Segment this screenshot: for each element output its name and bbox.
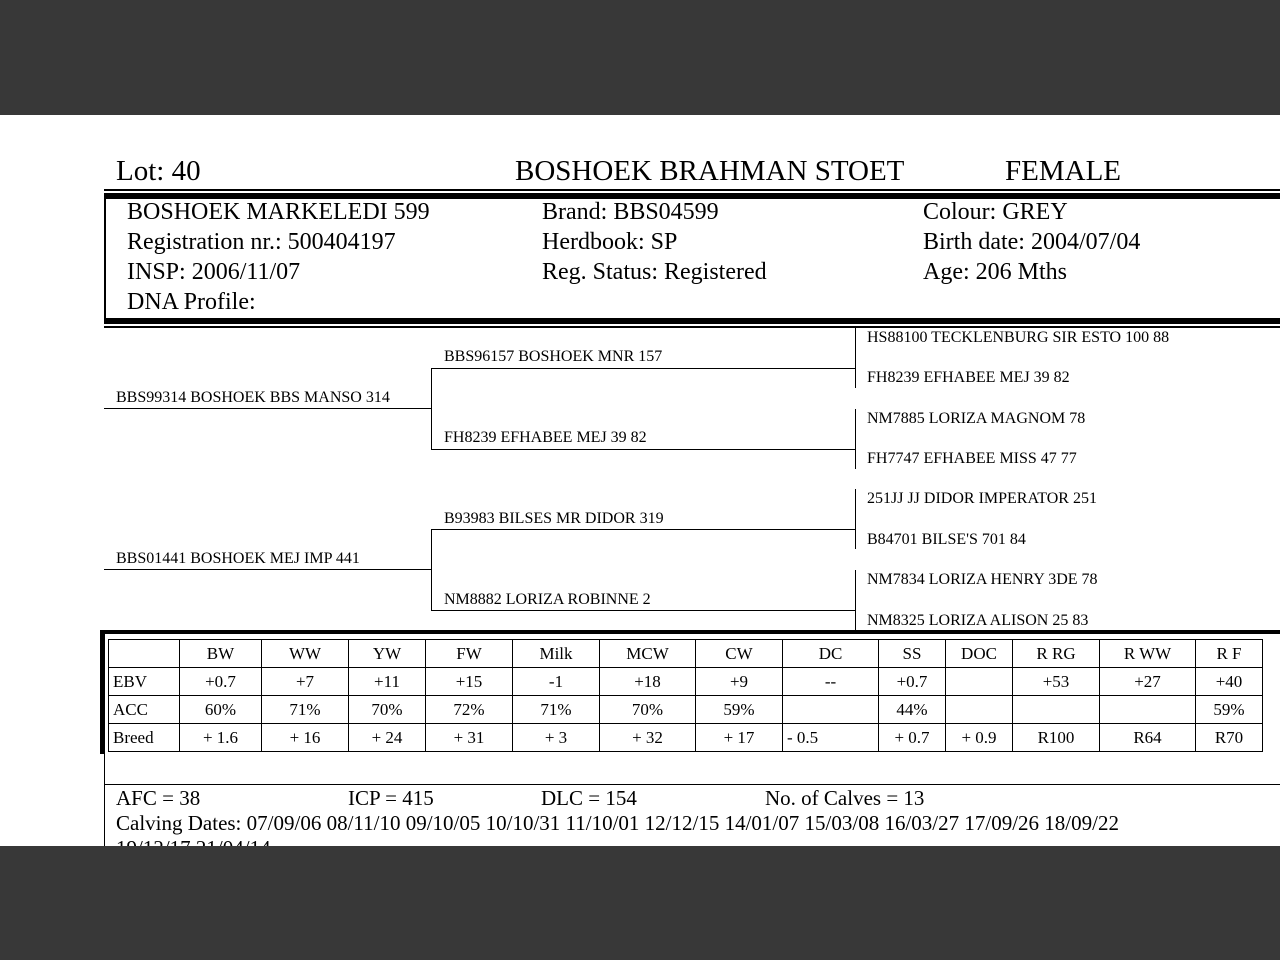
ebv-cell: + 17 [696,724,783,752]
ebv-cell: 71% [513,696,600,724]
ebv-cell: 70% [349,696,426,724]
ebv-top-rule [100,630,1280,634]
sex-label: FEMALE [1005,155,1121,187]
dam-line [104,569,431,570]
ebv-cell: + 31 [426,724,513,752]
pedigree-dam: BBS01441 BOSHOEK MEJ IMP 441 [116,550,360,567]
ebv-cell: + 3 [513,724,600,752]
ebv-cell: 44% [879,696,946,724]
bottom-letterbox [0,846,1280,960]
calves-count: No. of Calves = 13 [765,786,925,810]
ebv-row-label: ACC [109,696,180,724]
ebv-cell: R100 [1013,724,1100,752]
colour: Colour: GREY [923,199,1068,225]
gg-bracket-3 [855,489,856,549]
ebv-cell: R70 [1196,724,1263,752]
lot-number: Lot: 40 [116,155,201,187]
ebv-cell: + 24 [349,724,426,752]
pedigree-gg-7: NM7834 LORIZA HENRY 3DE 78 [867,571,1098,588]
sire-line [104,408,431,409]
ebv-col-header: R RG [1013,640,1100,668]
ebv-col-header: YW [349,640,426,668]
ebv-cell: + 0.7 [879,724,946,752]
ebv-col-header: R WW [1100,640,1196,668]
ebv-left-rule [100,630,105,754]
gg-bracket-1 [855,328,856,388]
inspection-date: INSP: 2006/11/07 [127,259,301,285]
ebv-cell [783,696,879,724]
ebv-corner-cell [109,640,180,668]
ebv-table [108,639,1263,752]
ebv-cell: R64 [1100,724,1196,752]
ebv-col-header: BW [180,640,262,668]
ebv-cell: +9 [696,668,783,696]
sire-sire-line [431,368,855,369]
pedigree-gg-6: B84701 BILSE'S 701 84 [867,531,1026,548]
gg-bracket-4 [855,570,856,630]
ebv-col-header: DOC [946,640,1013,668]
top-letterbox [0,0,1280,115]
ebv-cell: +15 [426,668,513,696]
dam-dam-line [431,610,855,611]
herdbook: Herdbook: SP [542,229,678,255]
birth-date: Birth date: 2004/07/04 [923,229,1141,255]
sire-dam-line [431,449,855,450]
ebv-cell: +0.7 [879,668,946,696]
info-rule-thin [104,326,1280,328]
header-rule-thin [104,189,1280,191]
ebv-col-header: FW [426,640,513,668]
dlc-value: DLC = 154 [541,786,637,810]
pedigree-gg-5: 251JJ JJ DIDOR IMPERATOR 251 [867,490,1097,507]
ebv-cell: + 32 [600,724,696,752]
pedigree-gg-1: HS88100 TECKLENBURG SIR ESTO 100 88 [867,329,1170,346]
dam-bracket [431,529,432,610]
pedigree-gg-4: FH7747 EFHABEE MISS 47 77 [867,450,1077,467]
ebv-cell: -1 [513,668,600,696]
ebv-cell: 59% [696,696,783,724]
gg-bracket-2 [855,409,856,469]
ebv-cell: 59% [1196,696,1263,724]
catalogue-page [0,115,1280,846]
afc-value: AFC = 38 [116,786,201,810]
ebv-cell: - 0.5 [783,724,879,752]
ebv-cell: +53 [1013,668,1100,696]
ebv-cell: +40 [1196,668,1263,696]
acc-row [109,696,1263,724]
pedigree-sire-dam: FH8239 EFHABEE MEJ 39 82 [444,429,647,446]
dna-profile: DNA Profile: [127,289,256,315]
footer-left-border [104,754,105,846]
pedigree-sire: BBS99314 BOSHOEK BBS MANSO 314 [116,389,390,406]
pedigree-gg-2: FH8239 EFHABEE MEJ 39 82 [867,369,1070,386]
registration-status: Reg. Status: Registered [542,259,767,285]
ebv-row [109,668,1263,696]
brand: Brand: BBS04599 [542,199,719,225]
footer-top-rule [104,784,1280,785]
pedigree-dam-sire: B93983 BILSES MR DIDOR 319 [444,510,664,527]
ebv-cell: + 16 [262,724,349,752]
dam-sire-line [431,529,855,530]
ebv-col-header: Milk [513,640,600,668]
ebv-cell [1100,696,1196,724]
ebv-cell: 71% [262,696,349,724]
pedigree-gg-3: NM7885 LORIZA MAGNOM 78 [867,410,1086,427]
ebv-cell: +11 [349,668,426,696]
ebv-cell [946,668,1013,696]
ebv-col-header: SS [879,640,946,668]
info-left-border [104,199,106,319]
animal-name: BOSHOEK MARKELEDI 599 [127,199,430,225]
ebv-col-header: CW [696,640,783,668]
calving-dates: Calving Dates: 07/09/06 08/11/10 09/10/05 10/10/31 11/10/01 12/12/15 14/01/07 15/03/08 16/03/27 17/09/26 18/09/22 [116,811,1119,835]
sire-bracket [431,368,432,449]
pedigree-sire-sire: BBS96157 BOSHOEK MNR 157 [444,348,663,365]
age: Age: 206 Mths [923,259,1067,285]
registration-number: Registration nr.: 500404197 [127,229,396,255]
ebv-col-header: MCW [600,640,696,668]
ebv-col-header: DC [783,640,879,668]
info-rule-thick [104,318,1280,324]
pedigree-gg-8: NM8325 LORIZA ALISON 25 83 [867,612,1089,629]
ebv-cell: 72% [426,696,513,724]
ebv-cell: +0.7 [180,668,262,696]
ebv-col-header: R F [1196,640,1263,668]
ebv-cell [946,696,1013,724]
ebv-row-label: EBV [109,668,180,696]
icp-value: ICP = 415 [348,786,434,810]
ebv-col-header: WW [262,640,349,668]
ebv-cell: -- [783,668,879,696]
ebv-cell: 70% [600,696,696,724]
ebv-row-label: Breed [109,724,180,752]
ebv-cell: +27 [1100,668,1196,696]
breed-row [109,724,1263,752]
breeder-name: BOSHOEK BRAHMAN STOET [515,155,905,187]
ebv-header-row [109,640,1263,668]
ebv-cell: + 0.9 [946,724,1013,752]
ebv-cell: 60% [180,696,262,724]
ebv-cell: + 1.6 [180,724,262,752]
ebv-cell: +7 [262,668,349,696]
ebv-cell [1013,696,1100,724]
ebv-cell: +18 [600,668,696,696]
pedigree-dam-dam: NM8882 LORIZA ROBINNE 2 [444,591,651,608]
